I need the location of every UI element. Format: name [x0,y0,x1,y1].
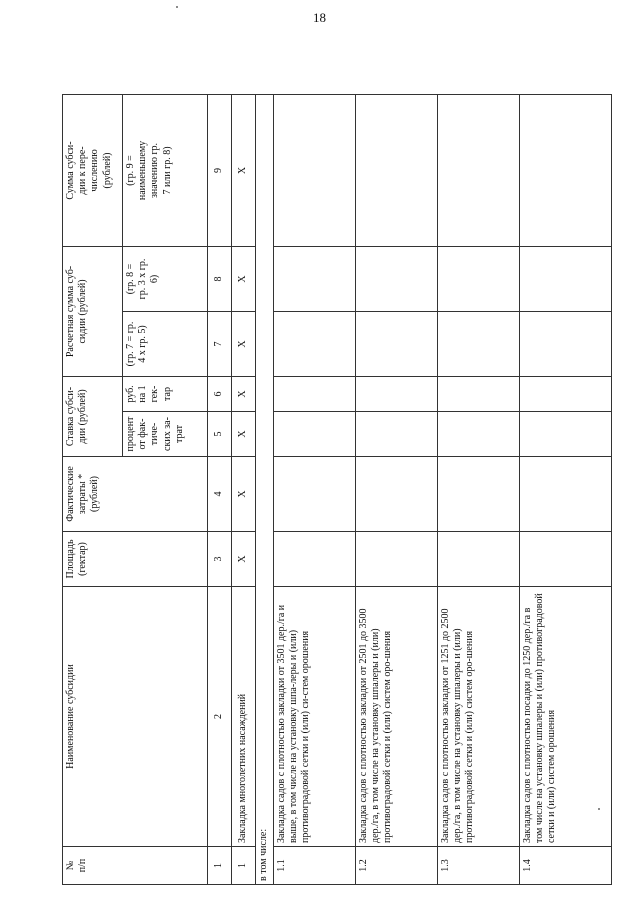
row-cell-x: Х [232,532,256,587]
col-number: 9 [208,94,232,246]
row-num: 1.3 [438,847,520,885]
subsidy-table-rotated [62,95,612,885]
row-name: Закладка многолетних насаждений [232,587,256,847]
subsidy-table [62,94,612,885]
header-rate: Ставка субси- дии (рублей) [63,377,123,457]
page-number: 18 [313,10,326,25]
row-name: Закладка садов с плотностью закладки от 2501 до 3500 дер./га, в том числе на установку шпалеры и (или) противоградовой сетки и (или) систем оро-шения [356,587,438,847]
table-row [356,94,438,884]
row-num: 1.4 [520,847,612,885]
in-total-label: в том числе: [256,94,274,884]
header-calc-8: (гр. 8 = гр. 3 х гр. 6) [123,246,208,311]
col-number: 7 [208,312,232,377]
col-number: 2 [208,587,232,847]
header-rate-pct: процент от фак- тиче- ских за- трат [123,412,208,457]
col-number: 6 [208,377,232,412]
scan-speck [598,808,600,810]
row-name: Закладка садов с плотностью закладки от 3501 дер./га и выше, в том числе на установку шпа-леры и (или) противоградовой сетки и (или) си-стем орошения [274,587,356,847]
header-rate-rub: руб. на 1 гек- тар [123,377,208,412]
row-cell-x: Х [232,246,256,311]
row-num: 1.2 [356,847,438,885]
row-name: Закладка садов с плотностью закладки от 1251 до 2500 дер./га, в том числе на установку шпалеры и (или) противоградовой сетки и (или) систем оро-шения [438,587,520,847]
col-number: 1 [208,847,232,885]
col-number: 5 [208,412,232,457]
row-cell-x: Х [232,377,256,412]
row-name: Закладка садов с плотностью посадки до 1250 дер./га в том числе на установку шпалеры и (или) противоградовой сетки и (или) систем орошения [520,587,612,847]
header-name: Наименование субсидии [63,587,208,847]
row-num: 1.1 [274,847,356,885]
header-transfer-9: (гр. 9 = наименьшему значению гр. 7 или гр. 8) [123,94,208,246]
header-costs: Фактические затраты * (рублей) [63,457,208,532]
row-main [232,94,256,884]
row-in-total [256,94,274,884]
table-row [520,94,612,884]
row-cell-x: Х [232,412,256,457]
row-num: 1 [232,847,256,885]
header-area: Площадь (гектар) [63,532,208,587]
row-cell-x: Х [232,312,256,377]
column-numbers-row [208,94,232,884]
header-num: № п/п [63,847,208,885]
col-number: 8 [208,246,232,311]
header-transfer: Сумма субси- дии к пере- числению (рублей) [63,94,123,246]
row-cell-x: Х [232,457,256,532]
header-calc: Расчетная сумма суб- сидии (рублей) [63,246,123,376]
scan-speck [176,6,178,8]
col-number: 3 [208,532,232,587]
table-row [274,94,356,884]
row-cell-x: Х [232,94,256,246]
header-row-1 [63,94,123,884]
header-calc-7: (гр. 7 = гр. 4 х гр. 5) [123,312,208,377]
col-number: 4 [208,457,232,532]
table-row [438,94,520,884]
